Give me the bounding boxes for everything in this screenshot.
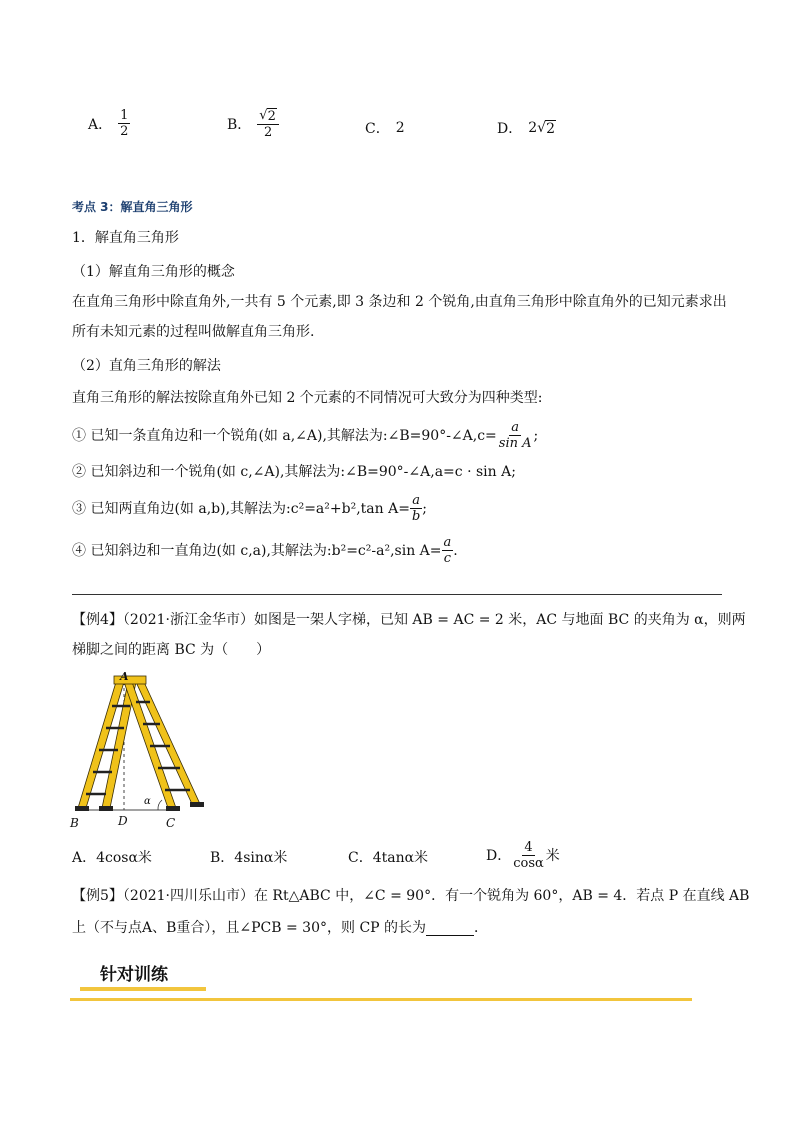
sqrt: √ 2 — [537, 119, 555, 137]
case-end: ; — [533, 427, 539, 444]
case-text: ③ 已知两直角边(如 a,b),其解法为:c²=a²+b²,tan A= — [72, 500, 410, 517]
numerator: 1 — [120, 108, 129, 123]
method-intro: 直角三角形的解法按除直角外已知 2 个元素的不同情况可大致分为四种类型: — [72, 390, 543, 406]
label-a: A — [120, 670, 129, 683]
fraction — [511, 840, 546, 871]
training-underline — [70, 998, 692, 1001]
example4-option-c: C．4tanα米 — [348, 850, 429, 866]
case-end: ; — [422, 500, 427, 517]
fraction — [257, 108, 279, 140]
training-title: 针对训练 — [100, 965, 168, 985]
label-alpha: α — [144, 796, 151, 807]
option-c — [365, 118, 405, 138]
concept-title: （1）解直角三角形的概念 — [72, 264, 235, 280]
option-value: 2 — [395, 120, 405, 136]
example4-option-b: B．4sinα米 — [210, 850, 288, 866]
option-letter: A． — [88, 116, 113, 133]
coefficient: 2 — [528, 119, 538, 136]
example4-option-a: A．4cosα米 — [72, 850, 152, 866]
training-accent-bar — [80, 987, 206, 991]
denominator: 2 — [120, 124, 129, 139]
fraction — [118, 108, 130, 139]
option-letter: B． — [227, 117, 252, 133]
numerator — [257, 108, 279, 125]
example4-line-1: 【例4】（2021·浙江金华市）如图是一架人字梯，已知 AB = AC = 2 米，AC 与地面 BC 的夹角为 α，则两 — [72, 612, 746, 628]
case-4 — [72, 535, 458, 566]
example4-line-2: 梯脚之间的距离 BC 为（ ） — [72, 642, 271, 658]
denominator: c — [443, 551, 452, 566]
example5-line-2 — [72, 918, 488, 938]
denominator: sin A — [498, 436, 532, 451]
method-title: （2）直角三角形的解法 — [72, 358, 221, 374]
case-2: ② 已知斜边和一个锐角(如 c,∠A),其解法为:∠B=90°-∠A,a=c · sin A; — [72, 464, 516, 480]
numerator: a — [412, 493, 420, 508]
divider — [72, 594, 722, 595]
case-text: ④ 已知斜边和一直角边(如 c,a),其解法为:b²=c²-a²,sin A= — [72, 542, 442, 559]
subsection-title: 1．解直角三角形 — [72, 230, 179, 246]
concept-line-1: 在直角三角形中除直角外,一共有 5 个元素,即 3 条边和 2 个锐角,由直角三角形中除直角外的已知元素求出 — [72, 294, 727, 310]
denominator: 2 — [263, 125, 273, 140]
case-end: . — [453, 542, 458, 559]
label-b: B — [70, 816, 79, 830]
case-1 — [72, 420, 538, 451]
denominator: b — [411, 509, 421, 524]
fraction — [410, 493, 422, 524]
section-heading: 考点 3：解直角三角形 — [72, 200, 193, 214]
option-letter: C． — [365, 121, 390, 137]
fraction — [497, 420, 534, 451]
answer-blank[interactable] — [426, 921, 474, 936]
label-c: C — [166, 816, 176, 830]
example5-end: ． — [474, 920, 489, 936]
label-d: D — [118, 814, 128, 828]
numerator: a — [511, 420, 520, 435]
option-d — [497, 118, 556, 138]
fraction — [442, 535, 454, 566]
example5-line-1: 【例5】（2021·四川乐山市）在 Rt△ABC 中，∠C = 90°．有一个锐角为 60°，AB = 4．若点 P 在直线 AB — [72, 888, 750, 904]
option-letter: D． — [497, 121, 523, 137]
radicand: 2 — [267, 109, 276, 124]
example4-option-d — [486, 840, 560, 871]
option-a — [88, 108, 130, 139]
radicand: 2 — [546, 120, 555, 137]
example5-text: 上（不与点A、B重合），且∠PCB = 30°，则 CP 的长为 — [72, 920, 427, 936]
sqrt: √ 2 — [259, 108, 276, 124]
denominator: cosα — [513, 856, 544, 871]
ladder-figure — [66, 672, 206, 832]
option-b — [227, 108, 279, 140]
ladder-illustration — [66, 672, 206, 832]
option-unit: 米 — [545, 847, 560, 864]
option-letter: D． — [486, 847, 512, 864]
case-text: ① 已知一条直角边和一个锐角(如 a,∠A),其解法为:∠B=90°-∠A,c= — [72, 427, 497, 444]
concept-line-2: 所有未知元素的过程叫做解直角三角形. — [72, 324, 315, 340]
numerator: a — [443, 535, 452, 550]
case-3 — [72, 493, 427, 524]
numerator: 4 — [524, 840, 533, 855]
option-value — [528, 120, 556, 137]
